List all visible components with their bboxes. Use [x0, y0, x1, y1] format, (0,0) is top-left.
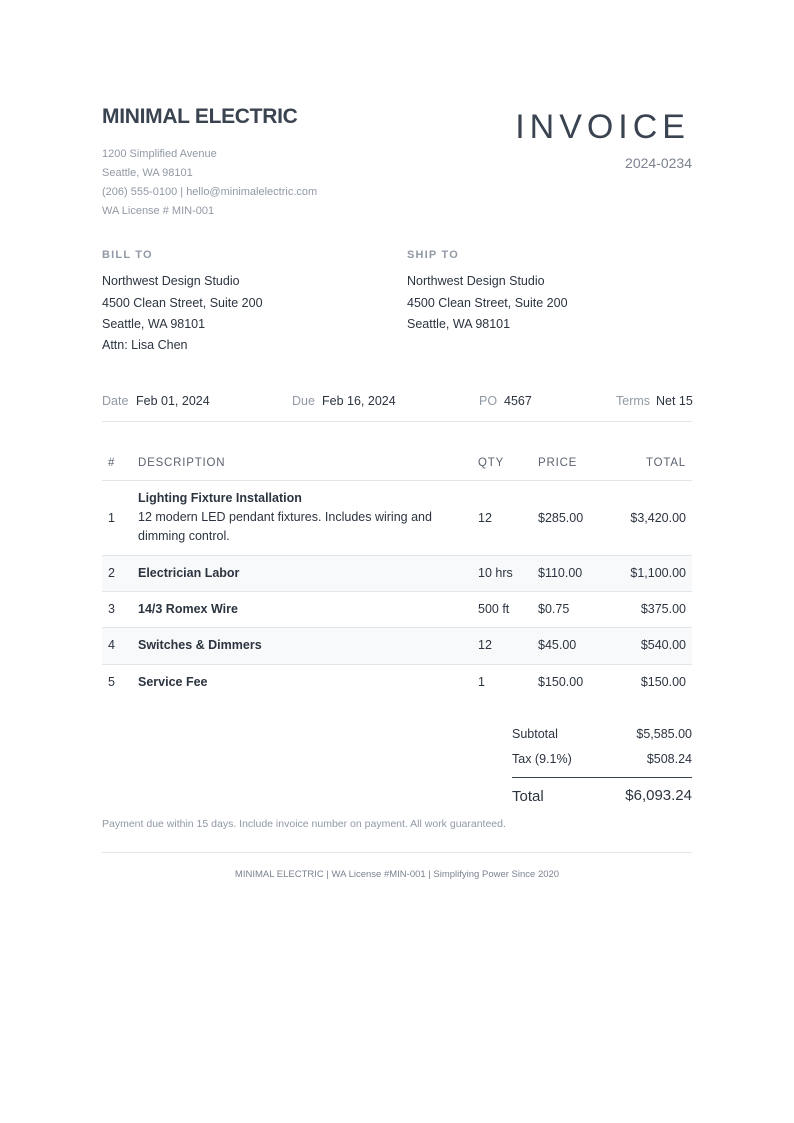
- terms-value: Net 15: [656, 394, 693, 408]
- row-price: $45.00: [538, 638, 577, 652]
- row-qty: 500 ft: [478, 602, 510, 616]
- row-total: $540.00: [640, 638, 686, 652]
- bill-to-line: 4500 Clean Street, Suite 200: [102, 296, 263, 310]
- due-value: Feb 16, 2024: [322, 394, 396, 408]
- row-title: Electrician Labor: [138, 566, 240, 580]
- row-qty: 12: [478, 638, 492, 652]
- col-header-qty: QTY: [478, 457, 505, 469]
- table-row: [102, 481, 692, 555]
- bill-to-line: Northwest Design Studio: [102, 274, 240, 288]
- total-value: $6,093.24: [625, 787, 692, 804]
- tax-label: Tax (9.1%): [512, 752, 572, 766]
- subtotal-label: Subtotal: [512, 727, 558, 741]
- date-value: Feb 01, 2024: [136, 394, 210, 408]
- date-label: Date: [102, 394, 129, 408]
- row-price: $110.00: [538, 566, 583, 580]
- row-detail: 12 modern LED pendant fixtures. Includes wiring and dimming control.: [138, 510, 432, 543]
- col-header-description: DESCRIPTION: [138, 457, 226, 469]
- footer-text: MINIMAL ELECTRIC | WA License #MIN-001 | Simplifying Power Since 2020: [234, 869, 560, 880]
- bill-to-line: Seattle, WA 98101: [102, 317, 206, 331]
- row-total: $3,420.00: [630, 511, 686, 525]
- invoice-title: INVOICE: [515, 108, 690, 146]
- company-address-line2: Seattle, WA 98101: [102, 167, 193, 179]
- table-row: [102, 592, 692, 627]
- row-total: $375.00: [640, 602, 686, 616]
- row-total: $150.00: [640, 675, 686, 689]
- po-label: PO: [479, 394, 498, 408]
- subtotal-value: $5,585.00: [636, 727, 692, 741]
- row-number: 5: [108, 675, 115, 689]
- table-row: [102, 665, 692, 701]
- po-value: 4567: [504, 394, 532, 408]
- footer-divider: [102, 852, 692, 853]
- ship-to-line: Seattle, WA 98101: [407, 317, 511, 331]
- row-title: Lighting Fixture Installation: [138, 491, 302, 505]
- table-row: [102, 556, 692, 591]
- ship-to-line: 4500 Clean Street, Suite 200: [407, 296, 568, 310]
- company-license: WA License # MIN-001: [102, 205, 215, 217]
- invoice-number: 2024-0234: [625, 155, 692, 171]
- row-qty: 10 hrs: [478, 566, 513, 580]
- row-qty: 1: [478, 675, 485, 689]
- due-label: Due: [292, 394, 315, 408]
- divider: [102, 421, 692, 422]
- col-header-price: PRICE: [538, 457, 578, 469]
- row-number: 2: [108, 566, 115, 580]
- row-total: $1,100.00: [630, 566, 686, 580]
- row-price: $285.00: [538, 511, 584, 525]
- row-number: 1: [108, 511, 115, 525]
- row-price: $150.00: [538, 675, 584, 689]
- total-label: Total: [512, 788, 544, 805]
- payment-note: Payment due within 15 days. Include invoice number on payment. All work guaranteed.: [102, 818, 506, 830]
- col-header-num: #: [108, 457, 116, 469]
- row-title: Service Fee: [138, 675, 208, 689]
- row-price: $0.75: [538, 602, 570, 616]
- bill-to-line: Attn: Lisa Chen: [102, 338, 188, 352]
- company-address-line1: 1200 Simplified Avenue: [102, 148, 217, 160]
- terms-label: Terms: [616, 394, 651, 408]
- col-header-total: TOTAL: [646, 457, 686, 469]
- bill-to-label: BILL TO: [102, 249, 153, 261]
- tax-value: $508.24: [646, 752, 692, 766]
- row-number: 4: [108, 638, 115, 652]
- ship-to-line: Northwest Design Studio: [407, 274, 545, 288]
- company-name: MINIMAL ELECTRIC: [102, 105, 298, 128]
- row-title: Switches & Dimmers: [138, 638, 262, 652]
- company-contact: (206) 555-0100 | hello@minimalelectric.com: [102, 186, 318, 198]
- row-qty: 12: [478, 511, 492, 525]
- ship-to-label: SHIP TO: [407, 249, 460, 261]
- totals-divider: [512, 777, 692, 778]
- row-title: 14/3 Romex Wire: [138, 602, 238, 616]
- row-number: 3: [108, 602, 115, 616]
- table-row: [102, 628, 692, 664]
